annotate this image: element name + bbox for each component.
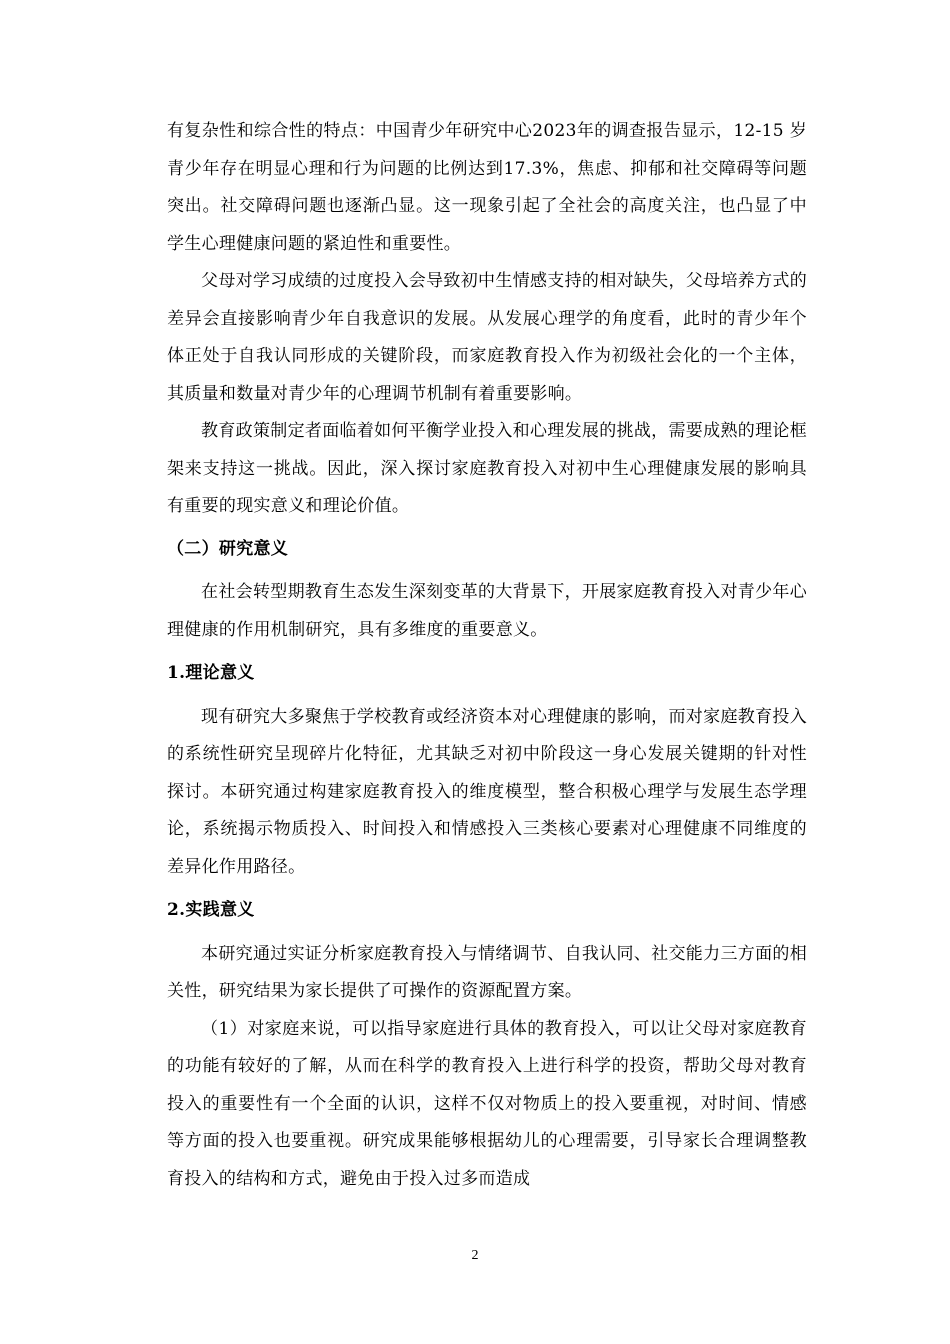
document-body (167, 113, 807, 1198)
paragraph-policy-challenge: 教育政策制定者面临着如何平衡学业投入和心理发展的挑战，需要成熟的理论框架来支持这一挑战。因此，深入探讨家庭教育投入对初中生心理健康发展的影响具有重要的现实意义和理论价值。 (167, 421, 807, 516)
page-number: 2 (471, 1248, 479, 1263)
subheading-theoretical-significance: 1.理论意义 (167, 663, 255, 683)
paragraph-parental-investment: 父母对学习成绩的过度投入会导致初中生情感支持的相对缺失，父母培养方式的差异会直接影响青少年自我意识的发展。从发展心理学的角度看，此时的青少年个体正处于自我认同形成的关键阶段，而家庭教育投入作为初级社会化的一个主体，其质量和数量对青少年的心理调节机制有着重要影响。 (167, 271, 807, 404)
paragraph-intro-continued: 有复杂性和综合性的特点：中国青少年研究中心2023年的调查报告显示，12-15 岁青少年存在明显心理和行为问题的比例达到17.3%，焦虑、抑郁和社交障碍等问题突出。社交障碍问题也逐渐凸显。这一现象引起了全社会的高度关注，也凸显了中学生心理健康问题的紧迫性和重要性。 (167, 121, 807, 254)
paragraph-practical-significance: 本研究通过实证分析家庭教育投入与情绪调节、自我认同、社交能力三方面的相关性，研究结果为家长提供了可操作的资源配置方案。 (167, 943, 807, 1001)
paragraph-theoretical-significance: 现有研究大多聚焦于学校教育或经济资本对心理健康的影响，而对家庭教育投入的系统性研究呈现碎片化特征，尤其缺乏对初中阶段这一身心发展关键期的针对性探讨。本研究通过构建家庭教育投入的维度模型，整合积极心理学与发展生态学理论，系统揭示物质投入、时间投入和情感投入三类核心要素对心理健康不同维度的差异化作用路径。 (167, 706, 807, 877)
paragraph-practical-family: （1）对家庭来说，可以指导家庭进行具体的教育投入，可以让父母对家庭教育的功能有较好的了解，从而在科学的教育投入上进行科学的投资，帮助父母对教育投入的重要性有一个全面的认识，这样不仅对物质上的投入要重视，对时间、情感等方面的投入也要重视。研究成果能够根据幼儿的心理需要，引导家长合理调整教育投入的结构和方式，避免由于投入过多而造成 (167, 1018, 807, 1189)
paragraph-research-significance: 在社会转型期教育生态发生深刻变革的大背景下，开展家庭教育投入对青少年心理健康的作用机制研究，具有多维度的重要意义。 (167, 582, 807, 640)
subheading-practical-significance: 2.实践意义 (167, 900, 255, 920)
section-heading-research-significance: （二）研究意义 (167, 538, 289, 559)
